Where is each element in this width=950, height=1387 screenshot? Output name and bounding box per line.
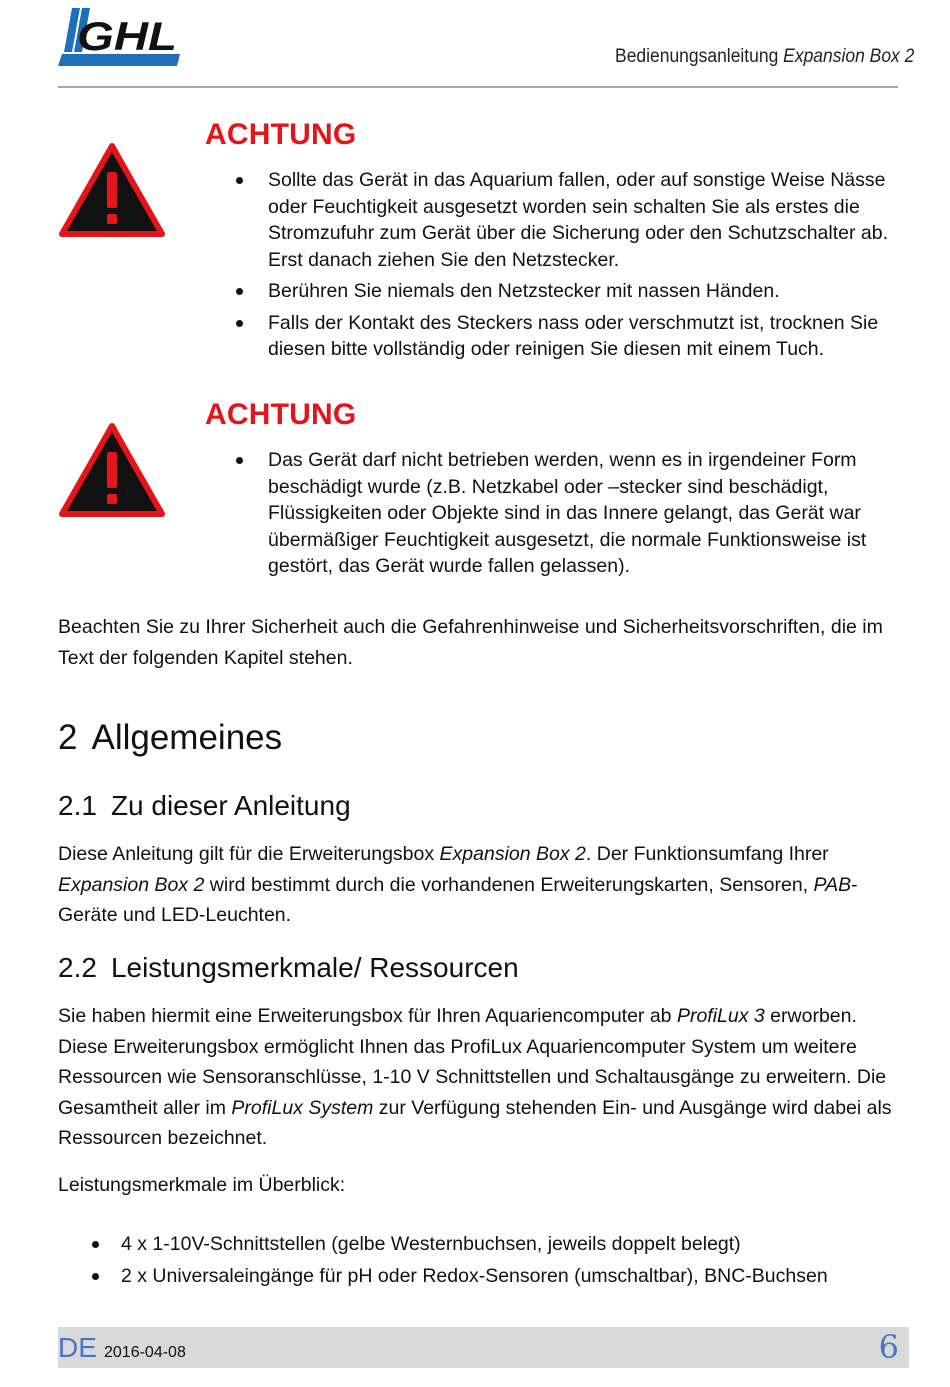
warning-list [230,167,910,368]
footer-date: 2016-04-08 [104,1344,186,1361]
ghl-logo [58,8,180,66]
feature-list [88,1231,908,1294]
section-heading: 2.1 Zu dieser Anleitung [58,790,351,821]
warning-heading: ACHTUNG [205,398,357,431]
section-heading: 2.2 Leistungsmerkmale/ Ressourcen [58,952,519,983]
safety-note: Beachten Sie zu Ihrer Sicherheit auch die Gefahrenhinweise und Sicherheitsvorschriften, die im Text der folgenden Kapitel stehen. [58,616,883,669]
warning-triangle-icon [58,142,166,238]
list-item: Falls der Kontakt des Steckers nass oder verschmutzt ist, trocknen Sie diesen bitte vollständig oder reinigen Sie diesen mit einem Tuch. [230,310,910,363]
warning-heading: ACHTUNG [205,118,357,151]
chapter-heading: 2 Allgemeines [58,718,283,757]
list-item: Berühren Sie niemals den Netzstecker mit nassen Händen. [230,278,910,305]
list-item: Das Gerät darf nicht betrieben werden, wenn es in irgendeiner Form beschädigt wurde (z.B. Netzkabel oder –stecker sind beschädigt, Flüssigkeiten oder Objekte sind in das Innere gelangt, das Gerät war übermäßiger Feuchtigkeit ausgesetzt, die normale Funktionsweise ist gestört, das Gerät wurde fallen gelassen). [230,447,910,580]
header-divider [58,86,898,88]
document-title: Bedienungsanleitung Expansion Box 2 [614,46,914,67]
footer-language: DE [58,1332,97,1363]
page-footer [58,1327,909,1368]
page-number: 6 [878,1328,899,1366]
list-item: 4 x 1-10V-Schnittstellen (gelbe Westernbuchsen, jeweils doppelt belegt) [88,1231,908,1258]
list-item: 2 x Universaleingänge für pH oder Redox-Sensoren (umschaltbar), BNC-Buchsen [88,1263,908,1290]
overview-label: Leistungsmerkmale im Überblick: [58,1174,346,1196]
section-paragraph: Sie haben hiermit eine Erweiterungsbox für Ihren Aquariencomputer ab ProfiLux 3 erworben. Diese Erweiterungsbox ermöglicht Ihnen das ProfiLux Aquariencomputer System um weitere Ressourcen wie Sensoranschlüsse, 1-10 V Schnittstellen und Schaltausgänge zu erweitern. Die Gesamtheit aller im ProfiLux System zur Verfügung stehenden Ein- und Ausgänge wird dabei als Ressourcen bezeichnet. [58,1005,892,1149]
section-paragraph: Diese Anleitung gilt für die Erweiterungsbox Expansion Box 2. Der Funktionsumfang Ihrer Expansion Box 2 wird bestimmt durch die vorhandenen Erweiterungskarten, Sensoren, PAB-Geräte und LED-Leuchten. [58,843,858,926]
warning-triangle-icon [58,422,166,518]
list-item: Sollte das Gerät in das Aquarium fallen, oder auf sonstige Weise Nässe oder Feuchtigkeit ausgesetzt worden sein schalten Sie als erstes die Stromzufuhr zum Gerät über die Sicherung oder den Schutzschalter ab. Erst danach ziehen Sie den Netzstecker. [230,167,910,273]
warning-list [230,447,910,585]
svg-text:GHL: GHL [77,15,177,59]
